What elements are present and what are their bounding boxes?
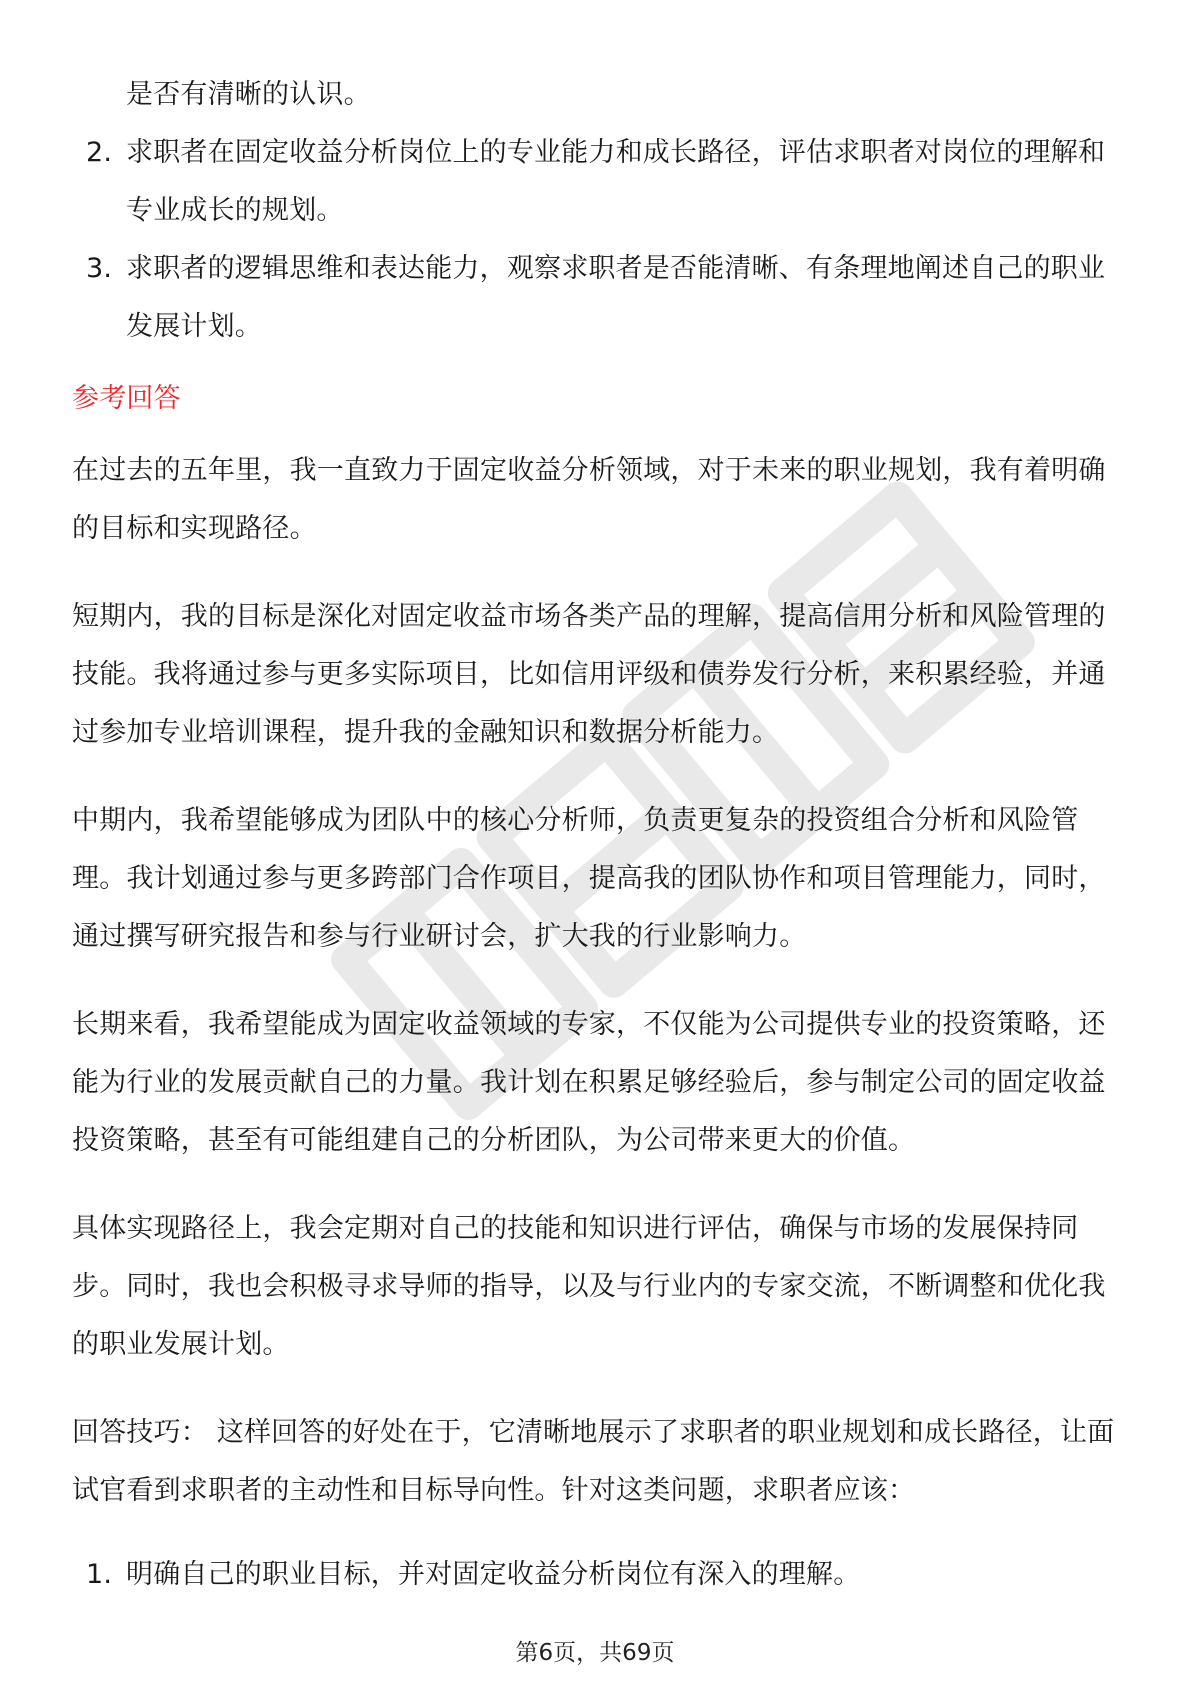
- list-item: [72, 240, 1122, 356]
- answer-paragraph: 短期内，我的目标是深化对固定收益市场各类产品的理解，提高信用分析和风险管理的技能。我将通过参与更多实际项目，比如信用评级和债券发行分析，来积累经验，并通过参加专业培训课程，提升我的金融知识和数据分析能力。: [72, 601, 1106, 748]
- list-item: [72, 124, 1122, 240]
- list-continuation-text: 是否有清晰的认识。: [126, 79, 371, 110]
- answer-paragraph: 长期来看，我希望能成为固定收益领域的专家，不仅能为公司提供专业的投资策略，还能为行业的发展贡献自己的力量。我计划在积累足够经验后，参与制定公司的固定收益投资策略，甚至有可能组建自己的分析团队，为公司带来更大的价值。: [72, 1009, 1106, 1156]
- list-item: [72, 1546, 1122, 1604]
- list-item-number: 2.: [86, 137, 113, 168]
- reference-answer-heading: 参考回答: [72, 383, 181, 414]
- list-item-number: 1.: [86, 1559, 113, 1590]
- list-item-text: 求职者在固定收益分析岗位上的专业能力和成长路径，评估求职者对岗位的理解和专业成长的规划。: [126, 137, 1106, 226]
- list-item-text: 明确自己的职业目标，并对固定收益分析岗位有深入的理解。: [126, 1559, 861, 1590]
- list-item-text: 求职者的逻辑思维和表达能力，观察求职者是否能清晰、有条理地阐述自己的职业发展计划。: [126, 253, 1106, 342]
- tips-list: [72, 1546, 1122, 1604]
- answer-paragraph: 具体实现路径上，我会定期对自己的技能和知识进行评估，确保与市场的发展保持同步。同时，我也会积极寻求导师的指导，以及与行业内的专家交流，不断调整和优化我的职业发展计划。: [72, 1213, 1106, 1360]
- answer-tips-paragraph: 回答技巧： 这样回答的好处在于，它清晰地展示了求职者的职业规划和成长路径，让面试官看到求职者的主动性和目标导向性。针对这类问题，求职者应该：: [72, 1417, 1115, 1506]
- answer-paragraph: 在过去的五年里，我一直致力于固定收益分析领域，对于未来的职业规划，我有着明确的目标和实现路径。: [72, 455, 1106, 544]
- answer-paragraph: 中期内，我希望能够成为团队中的核心分析师，负责更复杂的投资组合分析和风险管理。我计划通过参与更多跨部门合作项目，提高我的团队协作和项目管理能力，同时，通过撰写研究报告和参与行业研讨会，扩大我的行业影响力。: [72, 805, 1106, 952]
- page-number-footer: 第6页，共69页: [515, 1640, 675, 1666]
- evaluation-list: [72, 124, 1122, 356]
- main-content: [72, 66, 1122, 1604]
- list-item-number: 3.: [86, 253, 113, 284]
